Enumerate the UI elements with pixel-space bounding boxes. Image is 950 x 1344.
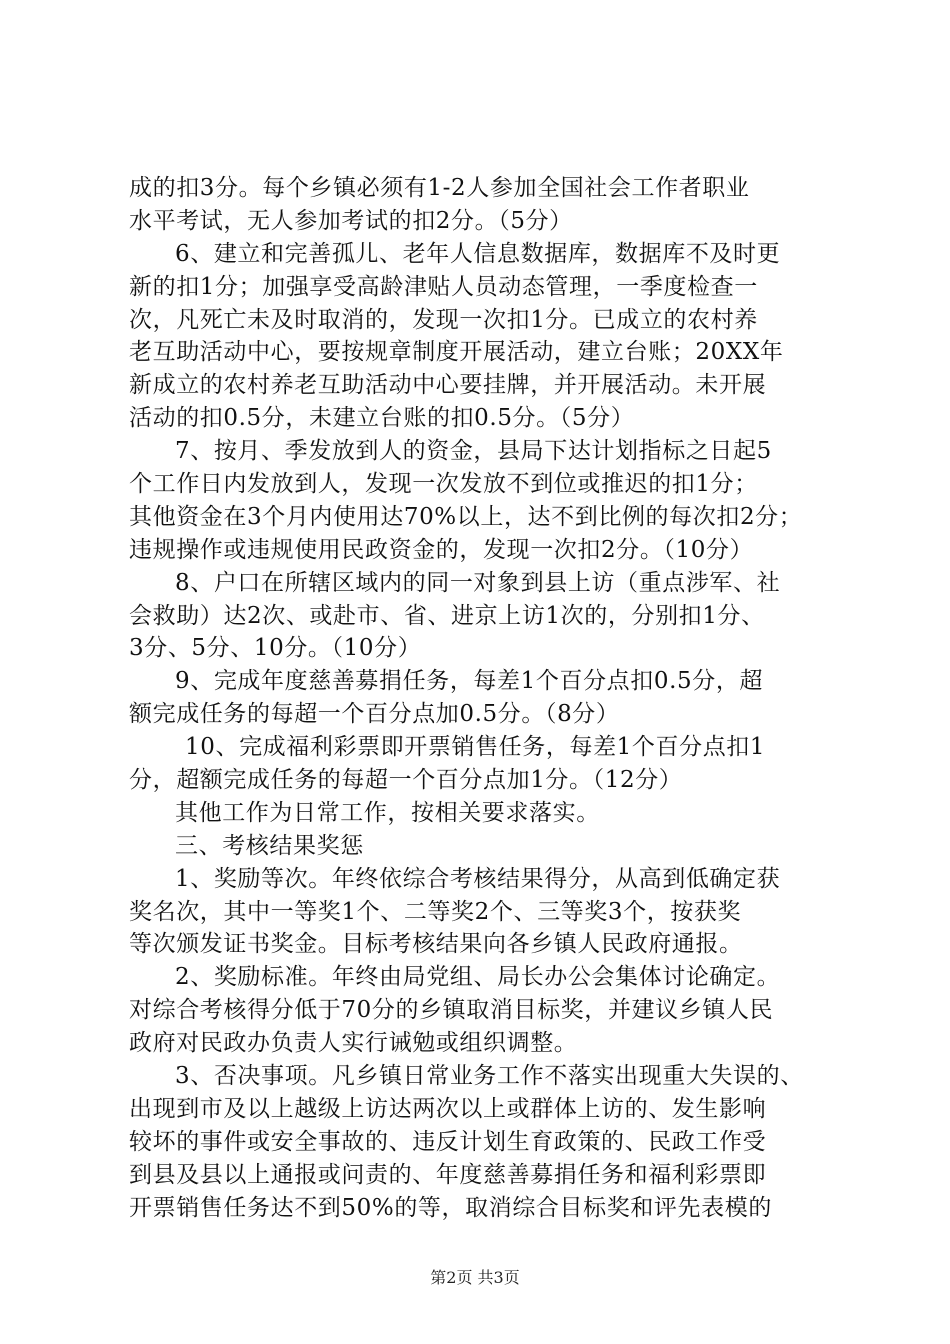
text-line: 到县及县以上通报或问责的、年度慈善募捐任务和福利彩票即 xyxy=(129,1161,767,1188)
text-line: 会救助）达2次、或赴市、省、进京上访1次的，分别扣1分、 xyxy=(129,602,765,629)
text-line: 3、否决事项。凡乡镇日常业务工作不落实出现重大失误的、 xyxy=(175,1063,804,1090)
text-line: 其他资金在3个月内使用达70%以上，达不到比例的每次扣2分； xyxy=(129,503,803,530)
text-line: 政府对民政办负责人实行诫勉或组织调整。 xyxy=(129,1030,578,1057)
text-line: 次，凡死亡未及时取消的，发现一次扣1分。已成立的农村养 xyxy=(129,306,758,333)
text-line: 开票销售任务达不到50%的等，取消综合目标奖和评先表模的 xyxy=(129,1194,772,1221)
text-line: 较坏的事件或安全事故的、违反计划生育政策的、民政工作受 xyxy=(129,1128,767,1155)
text-line: 其他工作为日常工作，按相关要求落实。 xyxy=(175,799,600,826)
text-line: 10、完成福利彩票即开票销售任务，每差1个百分点扣1 xyxy=(185,734,766,761)
text-line: 活动的扣0.5分，未建立台账的扣0.5分。（5分） xyxy=(129,405,635,432)
text-line: 老互助活动中心，要按规章制度开展活动，建立台账；20XX年 xyxy=(129,339,784,366)
text-line: 新的扣1分；加强享受高龄津贴人员动态管理，一季度检查一 xyxy=(129,273,758,300)
page-number-footer: 第2页 共3页 xyxy=(430,1268,520,1287)
text-line: 7、按月、季发放到人的资金，县局下达计划指标之日起5 xyxy=(175,438,772,465)
text-line: 出现到市及以上越级上访达两次以上或群体上访的、发生影响 xyxy=(129,1095,767,1122)
section-heading: 三、考核结果奖惩 xyxy=(175,832,364,859)
text-line: 分，超额完成任务的每超一个百分点加1分。（12分） xyxy=(129,767,683,794)
text-line: 8、户口在所辖区域内的同一对象到县上访（重点涉军、社 xyxy=(175,569,781,596)
text-line: 额完成任务的每超一个百分点加0.5分。（8分） xyxy=(129,701,620,728)
text-line: 3分、5分、10分。（10分） xyxy=(129,635,422,662)
text-line: 水平考试，无人参加考试的扣2分。（5分） xyxy=(129,207,573,234)
text-line: 6、建立和完善孤儿、老年人信息数据库，数据库不及时更 xyxy=(175,240,781,267)
text-line: 违规操作或违规使用民政资金的，发现一次扣2分。（10分） xyxy=(129,536,754,563)
text-line: 对综合考核得分低于70分的乡镇取消目标奖，并建议乡镇人民 xyxy=(129,997,774,1024)
text-line: 个工作日内发放到人，发现一次发放不到位或推迟的扣1分； xyxy=(129,471,758,498)
text-line: 2、奖励标准。年终由局党组、局长办公会集体讨论确定。 xyxy=(175,964,781,991)
text-line: 1、奖励等次。年终依综合考核结果得分，从高到低确定获 xyxy=(175,865,781,892)
text-line: 等次颁发证书奖金。目标考核结果向各乡镇人民政府通报。 xyxy=(129,931,743,958)
text-line: 新成立的农村养老互助活动中心要挂牌，并开展活动。未开展 xyxy=(129,372,767,399)
document-body xyxy=(129,172,829,1225)
text-line: 成的扣3分。每个乡镇必须有1-2人参加全国社会工作者职业 xyxy=(129,175,750,201)
text-line: 9、完成年度慈善募捐任务，每差1个百分点扣0.5分，超 xyxy=(175,668,764,695)
text-line: 奖名次，其中一等奖1个、二等奖2个、三等奖3个，按获奖 xyxy=(129,898,742,925)
